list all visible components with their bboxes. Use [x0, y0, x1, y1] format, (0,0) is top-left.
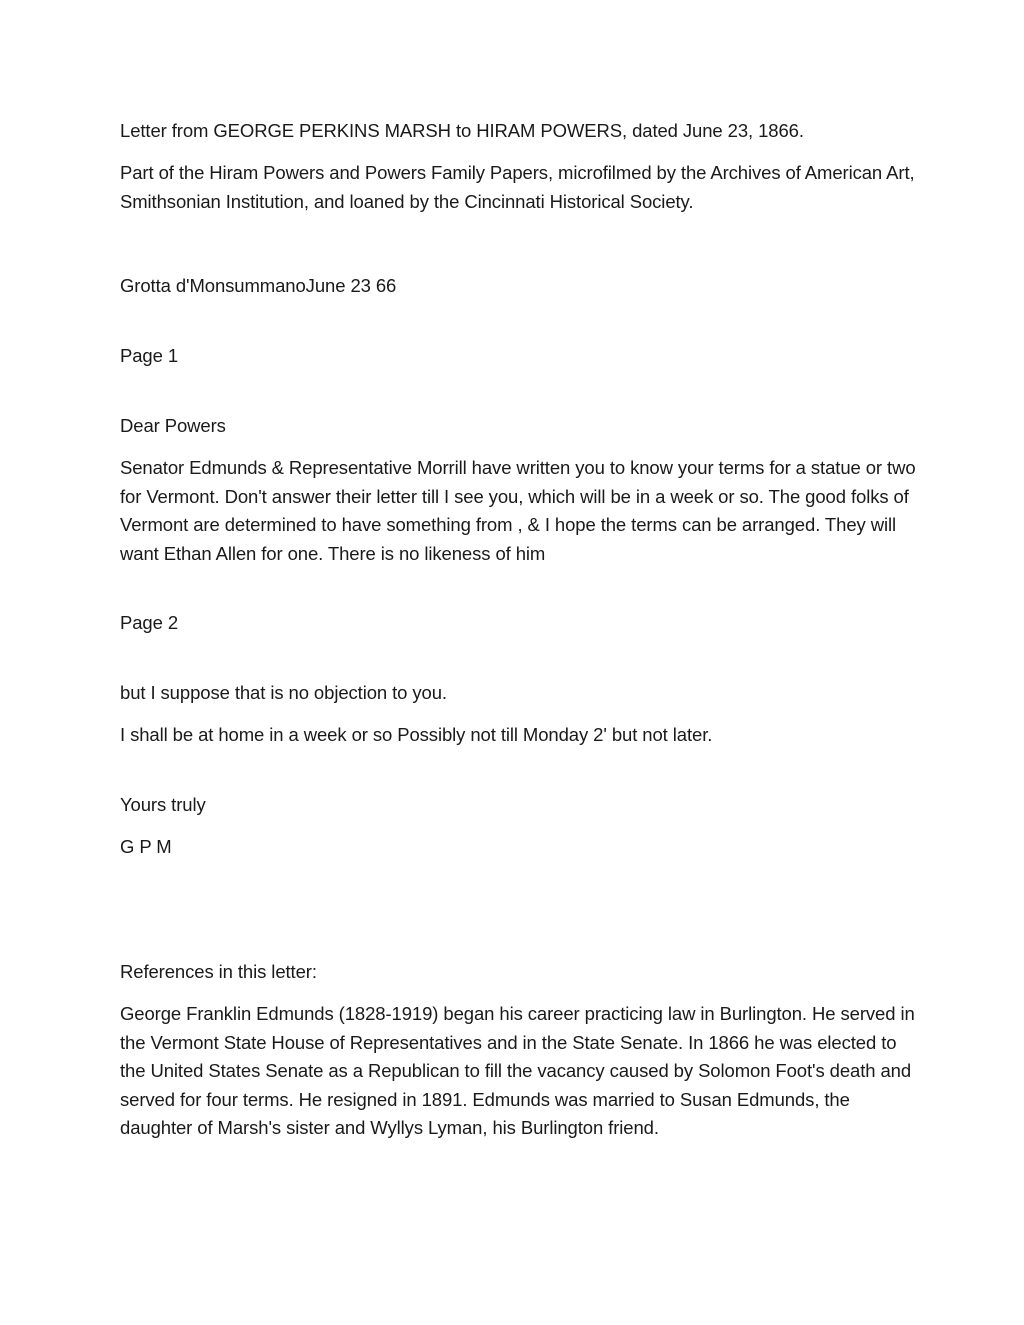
letter-body-paragraph-3: I shall be at home in a week or so Possibly not till Monday 2' but not later.: [120, 724, 713, 745]
provenance-note: Part of the Hiram Powers and Powers Family Papers, microfilmed by the Archives of American Art, Smithsonian Institution, and loaned by the Cincinnati Historical Society.: [120, 162, 915, 212]
letter-title: Letter from GEORGE PERKINS MARSH to HIRAM POWERS, dated June 23, 1866.: [120, 120, 804, 141]
references-text: George Franklin Edmunds (1828-1919) began his career practicing law in Burlington. He served in the Vermont State House of Representatives and in the State Senate. In 1866 he was elected to the United States Senate as a Republican to fill the vacancy caused by Solomon Foot's death and served for four terms. He resigned in 1891. Edmunds was married to Susan Edmunds, the daughter of Marsh's sister and Wyllys Lyman, his Burlington friend.: [120, 1003, 915, 1138]
letter-body-paragraph-1: Senator Edmunds & Representative Morrill have written you to know your terms for a statue or two for Vermont. Don't answer their letter till I see you, which will be in a week or so. The good folks of Vermont are determined to have something from , & I hope the terms can be arranged. They will want Ethan Allen for one. There is no likeness of him: [120, 457, 916, 564]
closing: Yours truly: [120, 794, 206, 815]
signature: G P M: [120, 836, 172, 857]
references-heading: References in this letter:: [120, 961, 317, 982]
place-date-line: Grotta d'MonsummanoJune 23 66: [120, 275, 397, 296]
salutation: Dear Powers: [120, 415, 226, 436]
page-1-label: Page 1: [120, 345, 179, 366]
letter-body-paragraph-2: but I suppose that is no objection to you.: [120, 682, 447, 703]
page-2-label: Page 2: [120, 612, 179, 633]
